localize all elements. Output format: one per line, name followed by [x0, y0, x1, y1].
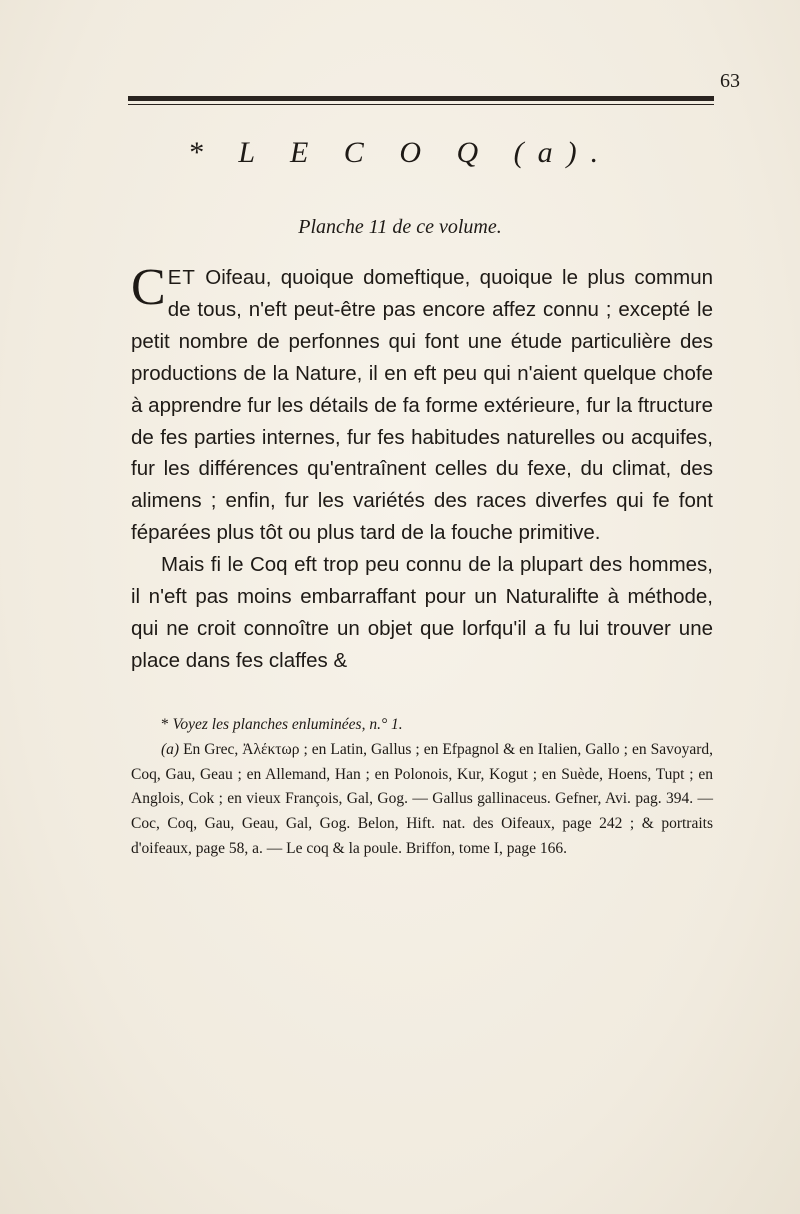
footnote-star-mark: *: [161, 716, 173, 733]
header-rule-thin: [128, 104, 714, 105]
first-word-rest: ET: [167, 266, 196, 289]
drop-cap: C: [131, 259, 166, 316]
main-text: [131, 259, 713, 677]
paragraph-1-text: Oifeau, quoique domeftique, quoique le plus commun de tous, n'eft peut-être pas encore affez connu ; excepté le petit nombre de perfonnes qui font une étude particulière des productions de la Nature, il en eft peu qui n'aient quelque chofe à apprendre fur les détails de fa forme extérieure, fur la ftructure de fes parties internes, fur fes habitudes naturelles ou acquifes, fur les différences qu'entraînent celles du fexe, du climat, des alimens ; enfin, fur les variétés des races diverfes qui fe font féparées plus tôt ou plus tard de la fouche primitive.: [131, 266, 713, 545]
plate-reference: Planche 11 de ce volume.: [298, 216, 502, 238]
footnote-a-text: En Grec, Ἀλέκτωρ ; en Latin, Gallus ; en Efpagnol & en Italien, Gallo ; en Savoyard, Coq, Gau, Geau ; en Allemand, Han ; en Polonois, Kur, Kogut ; en Suède, Hoens, Tupt ; en Anglois, Cok ; en vieux François, Gal, Gog. — Gallus gallinaceus. Gefner, Avi. pag. 394. — Coc, Coq, Gau, Geau, Gal, Gog. Belon, Hift. nat. des Oifeaux, page 242 ; & portraits d'oifeaux, page 58, a. — Le coq & la poule. Briffon, tome I, page 166.: [131, 740, 713, 857]
footnote-a-mark: (a): [161, 740, 184, 758]
footnote-a: [131, 738, 713, 862]
footnotes: [131, 713, 713, 862]
footnote-star: [131, 713, 713, 738]
paragraph-2: Mais fi le Coq eft trop peu connu de la plupart des hommes, il n'eft pas moins embarraffant pour un Naturalifte à méthode, qui ne croit connoître un objet que lorfqu'il a fu lui trouver une place dans fes claffes &: [131, 553, 713, 672]
footnote-star-text: Voyez les planches enluminées, n.° 1.: [172, 716, 403, 733]
header-rule-thick: [128, 96, 714, 101]
page-number: 63: [720, 70, 740, 92]
paragraph-1: [131, 259, 713, 549]
chapter-title: * L E C O Q (a).: [187, 136, 613, 169]
